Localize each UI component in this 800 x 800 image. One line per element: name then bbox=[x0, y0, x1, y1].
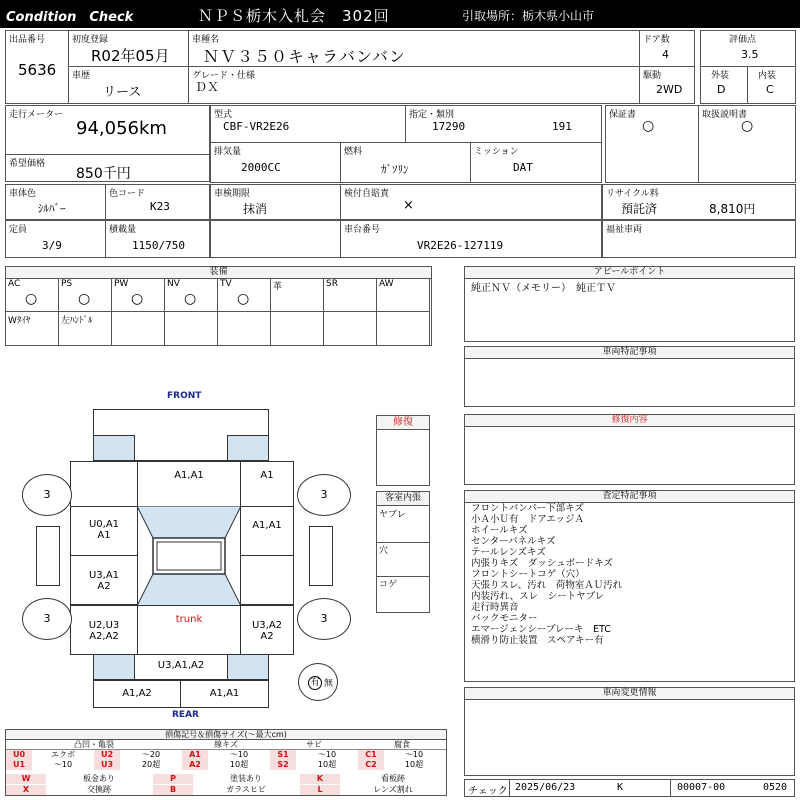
exterior-cell: 外装 D bbox=[700, 66, 748, 104]
manual-cell: 取扱説明書 ○ bbox=[698, 105, 796, 183]
equipment-item-pw bbox=[112, 279, 165, 312]
legend-group: 線キズ bbox=[182, 740, 270, 750]
inspection-expiry: 抹消 bbox=[243, 202, 268, 216]
equipment-row2-cell bbox=[59, 312, 112, 346]
mileage-cell: 走行メーター 94,056km bbox=[5, 105, 210, 155]
legend-desc: ガラスヒビ bbox=[226, 785, 266, 794]
rear-bumper-right: A1,A1 bbox=[180, 680, 269, 708]
headlamp-right bbox=[227, 435, 269, 461]
special-notes-section bbox=[464, 346, 795, 407]
equipment-item-ac bbox=[6, 279, 59, 312]
wheel-front-left: 3 bbox=[22, 474, 72, 516]
inspection-note: バックモニター bbox=[471, 613, 538, 624]
displacement-cell: 排気量 2000CC bbox=[210, 142, 341, 183]
legend-desc: 塗装あり bbox=[230, 774, 262, 783]
legend-desc: ～10 bbox=[229, 750, 249, 759]
legend-code: B bbox=[153, 785, 193, 795]
inspection-note: 内装汚れ、スレ シートヤブレ bbox=[471, 591, 605, 602]
equipment-mark: ○ bbox=[184, 291, 197, 307]
spare-tire bbox=[298, 663, 338, 701]
roof-windows bbox=[137, 506, 241, 606]
equipment-item-tv bbox=[218, 279, 271, 312]
damage-legend bbox=[5, 729, 447, 796]
color-code: K23 bbox=[150, 200, 170, 213]
mileage: 94,056km bbox=[76, 118, 167, 139]
cabin-tear: ヤブレ bbox=[379, 510, 406, 520]
chassis-cell: 車台番号 VR2E26-127119 bbox=[340, 220, 602, 258]
inspection-note: ホイールキズ bbox=[471, 525, 528, 536]
insurance-cell: 検付自賠責 × bbox=[340, 184, 602, 220]
designation-cell: 指定・類別 17290 191 bbox=[405, 105, 602, 143]
load-cell: 積載量 1150/750 bbox=[105, 220, 210, 258]
wheel-front-right: 3 bbox=[297, 474, 351, 516]
mission: DAT bbox=[513, 161, 533, 174]
legend-desc: 10超 bbox=[317, 760, 337, 769]
capacity: 3/9 bbox=[42, 239, 62, 252]
equipment-row2-cell bbox=[112, 312, 165, 346]
inspection-notes-title: 査定特記事項 bbox=[465, 491, 794, 503]
doors: 4 bbox=[662, 48, 669, 61]
header-bar bbox=[0, 0, 800, 28]
inspection-note: テールレンズキズ bbox=[471, 547, 546, 558]
recycle-fee: 8,810円 bbox=[709, 202, 756, 216]
manual-mark: ○ bbox=[741, 118, 754, 134]
color-code-cell: 色コード K23 bbox=[105, 184, 210, 220]
legend-desc: 交換跡 bbox=[87, 785, 111, 794]
mirror-right bbox=[309, 526, 333, 586]
legend-code: P bbox=[153, 774, 193, 784]
equipment-label: AC bbox=[8, 279, 21, 289]
equipment-label: TV bbox=[220, 279, 232, 289]
mission-cell: ミッション DAT bbox=[470, 142, 602, 183]
load-capacity: 1150/750 bbox=[132, 239, 185, 252]
inspection-note: 天張りスレ、汚れ 荷物室ＡＵ汚れ bbox=[471, 580, 623, 591]
equipment-row2-cell bbox=[271, 312, 324, 346]
inspection-notes-section bbox=[464, 490, 795, 682]
legend-group: 腐食 bbox=[358, 740, 446, 750]
rear-panel: U3,A1,A2 bbox=[157, 660, 205, 671]
legend-desc: 板金あり bbox=[83, 774, 115, 783]
insurance-mark: × bbox=[403, 198, 414, 213]
chassis-number: VR2E26-127119 bbox=[417, 239, 504, 252]
legend-desc: 10超 bbox=[229, 760, 249, 769]
inspection-note: センターパネルキズ bbox=[471, 536, 556, 547]
displacement: 2000CC bbox=[241, 161, 281, 174]
rear-bumper-left: A1,A2 bbox=[93, 680, 181, 708]
inspection-note: 横滑り防止装置 スペアキー有 bbox=[471, 635, 604, 646]
recycle-cell: リサイクル料 預託済 8,810円 bbox=[602, 184, 796, 220]
wheel-rear-right: 3 bbox=[297, 598, 351, 640]
legend-code: L bbox=[300, 785, 340, 795]
equipment-label: PS bbox=[61, 279, 73, 289]
legend-desc: 看板跡 bbox=[381, 774, 405, 783]
legend-desc: ～10 bbox=[404, 750, 424, 759]
cabin-burn: コゲ bbox=[379, 580, 398, 590]
rear-quarter-right: U3,A2 A2 bbox=[240, 605, 294, 655]
interior-grade: C bbox=[766, 83, 774, 96]
repair-label: 修復 bbox=[377, 416, 429, 430]
wheel-rear-left: 3 bbox=[22, 598, 72, 640]
equipment-label: 革 bbox=[273, 282, 283, 292]
check-label: チェック bbox=[468, 786, 508, 797]
rear-door-left: U3,A1 A2 bbox=[70, 555, 138, 605]
model-code-cell: 型式 CBF-VR2E26 bbox=[210, 105, 406, 143]
model-name-cell: 車種名 ＮＶ３５０キャラバンバン bbox=[188, 30, 640, 67]
footer-bar bbox=[464, 779, 795, 797]
price-cell: 希望価格 850千円 bbox=[5, 154, 210, 182]
legend-code: U3 bbox=[94, 760, 120, 770]
first-registration-cell: 初度登録 R02年05月 bbox=[68, 30, 189, 67]
model-code: CBF-VR2E26 bbox=[223, 120, 290, 133]
lot-number: 5636 bbox=[18, 61, 57, 79]
front-fender-right: A1 bbox=[240, 461, 294, 507]
equipment-mark: ○ bbox=[78, 291, 91, 307]
sheet-code: 00007-00 bbox=[677, 782, 726, 793]
legend-code: A1 bbox=[182, 750, 208, 760]
capacity-cell: 定員 3/9 bbox=[5, 220, 106, 258]
inspection-note: エマージェンシーブレーキ ETC bbox=[471, 624, 611, 635]
appeal-text: 純正ＮＶ（メモリー） 純正ＴＶ bbox=[471, 283, 616, 294]
cabin-lining-box bbox=[376, 491, 430, 613]
inspection-note: フロントシートコゲ（穴） bbox=[471, 569, 585, 580]
equipment-item-ps bbox=[59, 279, 112, 312]
equipment-mark: ○ bbox=[131, 291, 144, 307]
check-date: 2025/06/23 bbox=[515, 782, 576, 793]
legend-code: U1 bbox=[6, 760, 32, 770]
equipment-mark: ○ bbox=[25, 291, 38, 307]
legend-desc: レンズ割れ bbox=[373, 785, 413, 794]
welfare-cell: 福祉車両 bbox=[602, 220, 796, 258]
front-panel: A1,A1 bbox=[137, 461, 241, 507]
lot-number-cell: 出品番号 5636 bbox=[5, 30, 69, 104]
equipment-title: 装備 bbox=[6, 267, 431, 279]
drive: 2WD bbox=[656, 83, 683, 96]
drive-cell: 駆動 2WD bbox=[639, 66, 695, 104]
grade-cell: グレード・仕様 ＤＸ bbox=[188, 66, 640, 104]
equipment-row2-cell bbox=[218, 312, 271, 346]
equipment-mark: ○ bbox=[237, 291, 250, 307]
rear-door-right bbox=[240, 555, 294, 605]
legend-code: S1 bbox=[270, 750, 296, 760]
equipment-item-nv bbox=[165, 279, 218, 312]
fuel-cell: 燃料 ｶﾞｿﾘﾝ bbox=[340, 142, 471, 183]
inspection-cell: 車検期限 抹消 bbox=[210, 184, 341, 220]
doors-cell: ドア数 4 bbox=[639, 30, 695, 67]
equipment-label: Wﾀｲﾔ bbox=[8, 316, 31, 326]
equipment-item-aw bbox=[377, 279, 430, 312]
pickup-location: 引取場所：栃木県小山市 bbox=[462, 9, 595, 23]
repair-detail-title: 修復内容 bbox=[465, 415, 794, 427]
blank-cell bbox=[210, 220, 341, 258]
sheet-number: 0520 bbox=[763, 782, 788, 793]
legend-group: 凸凹・亀裂 bbox=[6, 740, 182, 750]
change-info-title: 車両変更情報 bbox=[465, 688, 794, 700]
inspection-note: 内張りキズ ダッシュボードキズ bbox=[471, 558, 613, 569]
warranty-mark: ○ bbox=[642, 118, 655, 134]
equipment-item-革 bbox=[271, 279, 324, 312]
equipment-row2-cell bbox=[377, 312, 430, 346]
desired-price: 850千円 bbox=[76, 166, 131, 182]
appeal-section bbox=[464, 266, 795, 342]
equipment-row2-cell bbox=[165, 312, 218, 346]
mirror-left bbox=[36, 526, 60, 586]
exterior-grade: D bbox=[717, 83, 726, 96]
designation-number: 17290 bbox=[432, 120, 466, 133]
legend-desc: 20超 bbox=[141, 760, 161, 769]
grade: ＤＸ bbox=[195, 80, 220, 94]
front-fender-left bbox=[70, 461, 138, 507]
cabin-hole: 穴 bbox=[379, 546, 389, 556]
front-door-right: A1,A1 bbox=[240, 506, 294, 556]
legend-code: U2 bbox=[94, 750, 120, 760]
model-name: ＮＶ３５０キャラバンバン bbox=[203, 47, 406, 66]
interior-cell: 内装 C bbox=[747, 66, 796, 104]
body-color-cell: 車体色 ｼﾙﾊﾞｰ bbox=[5, 184, 106, 220]
front-label: FRONT bbox=[167, 391, 202, 401]
trunk-area: trunk bbox=[137, 605, 241, 655]
inspection-note: 走行時異音 bbox=[471, 602, 519, 613]
inspector-code: K bbox=[617, 782, 624, 793]
fuel: ｶﾞｿﾘﾝ bbox=[381, 163, 409, 176]
front-door-left: U0,A1 A1 bbox=[70, 506, 138, 556]
rear-label: REAR bbox=[172, 710, 199, 720]
headlamp-left bbox=[93, 435, 135, 461]
legend-code: K bbox=[300, 774, 340, 784]
equipment-label: PW bbox=[114, 279, 129, 289]
equipment-label: 左ﾊﾝﾄﾞﾙ bbox=[61, 316, 93, 326]
cabin-lining-title: 客室内張 bbox=[377, 492, 429, 506]
repair-detail-section bbox=[464, 414, 795, 485]
equipment-section bbox=[5, 266, 432, 346]
legend-desc: ～10 bbox=[317, 750, 337, 759]
legend-desc: 10超 bbox=[404, 760, 424, 769]
inspection-note: 小Ａ小Ｕ有 ドアエッジＡ bbox=[471, 514, 585, 525]
equipment-item-sr bbox=[324, 279, 377, 312]
score-cell: 評価点 3.5 bbox=[700, 30, 796, 67]
appeal-title: アピールポイント bbox=[465, 267, 794, 279]
spare-no: 無 bbox=[324, 679, 334, 689]
rear-quarter-left: U2,U3 A2,A2 bbox=[70, 605, 138, 655]
header-title: Condition Check bbox=[6, 10, 134, 25]
spare-yes: 有 bbox=[308, 676, 322, 690]
inspection-note: フロントバンパー下部キズ bbox=[471, 503, 584, 514]
equipment-label: SR bbox=[326, 279, 338, 289]
score: 3.5 bbox=[741, 48, 759, 61]
warranty-cell: 保証書 ○ bbox=[605, 105, 699, 183]
special-notes-title: 車両特記事項 bbox=[465, 347, 794, 359]
taillamp-right bbox=[227, 654, 269, 680]
recycle-status: 預託済 bbox=[621, 202, 658, 216]
equipment-row2-cell bbox=[324, 312, 377, 346]
equipment-label: NV bbox=[167, 279, 180, 289]
legend-code: X bbox=[6, 785, 46, 795]
legend-code: C2 bbox=[358, 760, 384, 770]
taillamp-left bbox=[93, 654, 135, 680]
first-registration: R02年05月 bbox=[91, 47, 170, 65]
legend-code: C1 bbox=[358, 750, 384, 760]
change-info-section bbox=[464, 687, 795, 776]
category-number: 191 bbox=[552, 120, 572, 133]
equipment-row2-cell bbox=[6, 312, 59, 346]
legend-code: S2 bbox=[270, 760, 296, 770]
history: リース bbox=[103, 85, 142, 100]
equipment-label: AW bbox=[379, 279, 394, 289]
legend-title: 損傷記号＆損傷サイズ(～最大cm) bbox=[6, 730, 446, 740]
auction-title: ＮＰＳ栃木入札会 302回 bbox=[198, 7, 390, 25]
history-cell: 車歴 リース bbox=[68, 66, 189, 104]
inspection-notes-list bbox=[471, 503, 622, 646]
body-color: ｼﾙﾊﾞｰ bbox=[38, 202, 66, 215]
legend-desc: エクボ bbox=[51, 750, 75, 759]
legend-group: サビ bbox=[270, 740, 358, 750]
legend-code: W bbox=[6, 774, 46, 784]
legend-code: A2 bbox=[182, 760, 208, 770]
legend-desc: ～20 bbox=[141, 750, 161, 759]
legend-desc: ～10 bbox=[53, 760, 73, 769]
legend-code: U0 bbox=[6, 750, 32, 760]
repair-box bbox=[376, 415, 430, 486]
